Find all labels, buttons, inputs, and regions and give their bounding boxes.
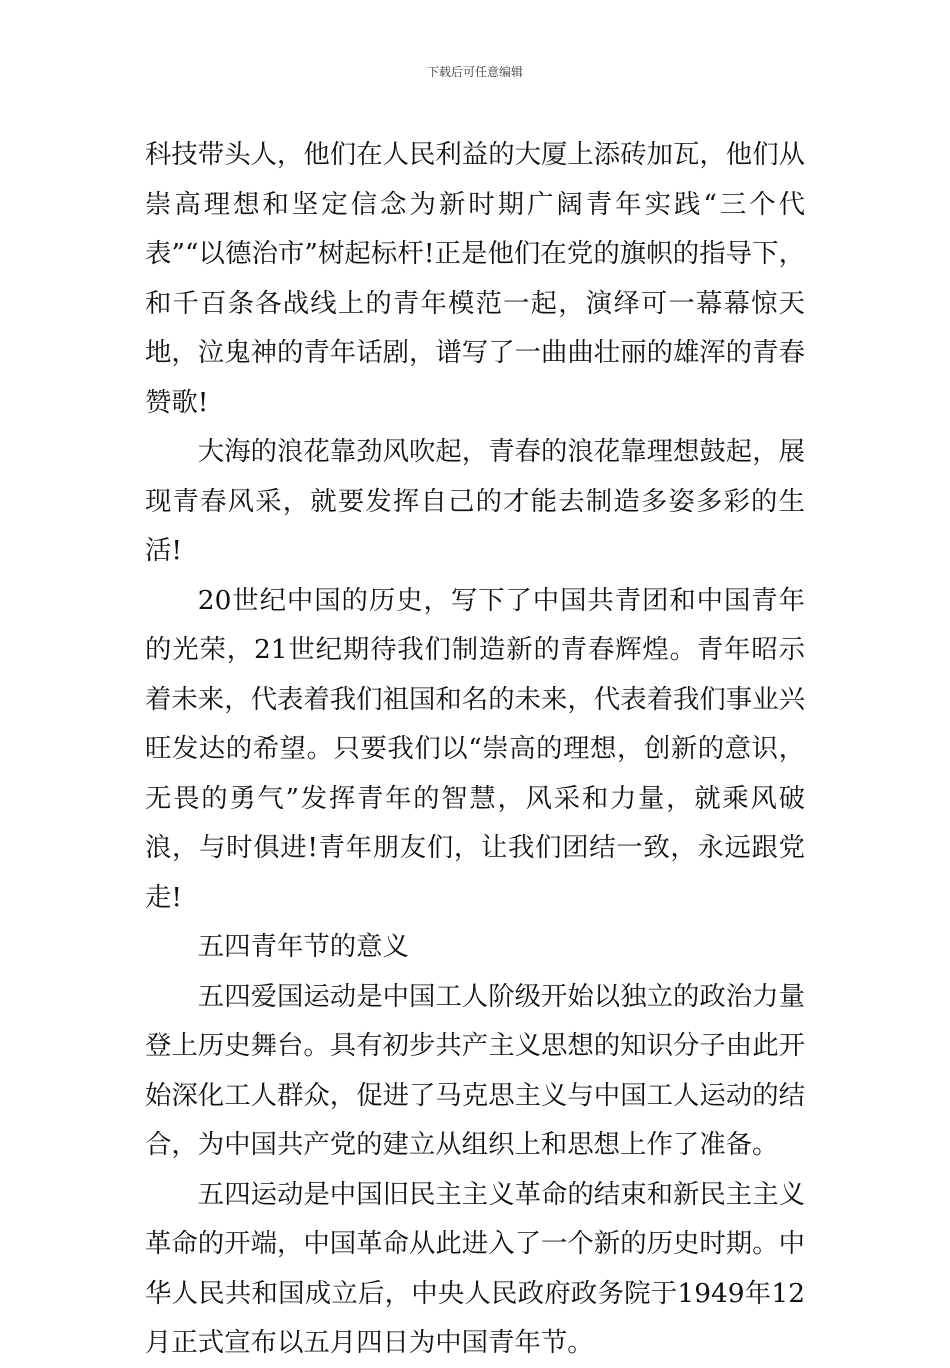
page-header: 下载后可任意编辑 [426,65,523,79]
paragraph-century-history: 20世纪中国的历史，写下了中国共青团和中国青年的光荣，21世纪期待我们制造新的青春辉煌。青年昭示着未来，代表着我们祖国和名的未来，代表着我们事业兴旺发达的希望。只要我们以“崇高的理想，创新的意识，无畏的勇气”发挥青年的智慧，风采和力量，就乘风破浪，与时俱进!青年朋友们，让我们团结一致，永远跟党走! [145,584,805,913]
paragraph-patriotic-movement: 五四爱国运动是中国工人阶级开始以独立的政治力量登上历史舞台。具有初步共产主义思想的知识分子由此开始深化工人群众，促进了马克思主义与中国工人运动的结合，为中国共产党的建立从组织上和思想上作了准备。 [145,980,805,1160]
paragraph-continuation: 科技带头人，他们在人民利益的大厦上添砖加瓦，他们从崇高理想和坚定信念为新时期广阔青年实践“三个代表”“以德治市”树起标杆!正是他们在党的旗帜的指导下，和千百条各战线上的青年模范一起，演绎可一幕幕惊天地，泣鬼神的青年话剧，谱写了一曲曲壮丽的雄浑的青春赞歌! [145,139,805,418]
document-body [145,130,805,1368]
paragraph-youth-spirit: 大海的浪花靠劲风吹起，青春的浪花靠理想鼓起，展现青春风采，就要发挥自己的才能去制造多姿多彩的生活! [145,436,805,566]
section-heading-may-fourth: 五四青年节的意义 [197,931,409,962]
paragraph-revolution-beginning: 五四运动是中国旧民主主义革命的结束和新民主主义革命的开端，中国革命从此进入了一个新的历史时期。中华人民共和国成立后，中央人民政府政务院于1949年12月正式宣布以五月四日为中国青年节。 [145,1178,805,1358]
